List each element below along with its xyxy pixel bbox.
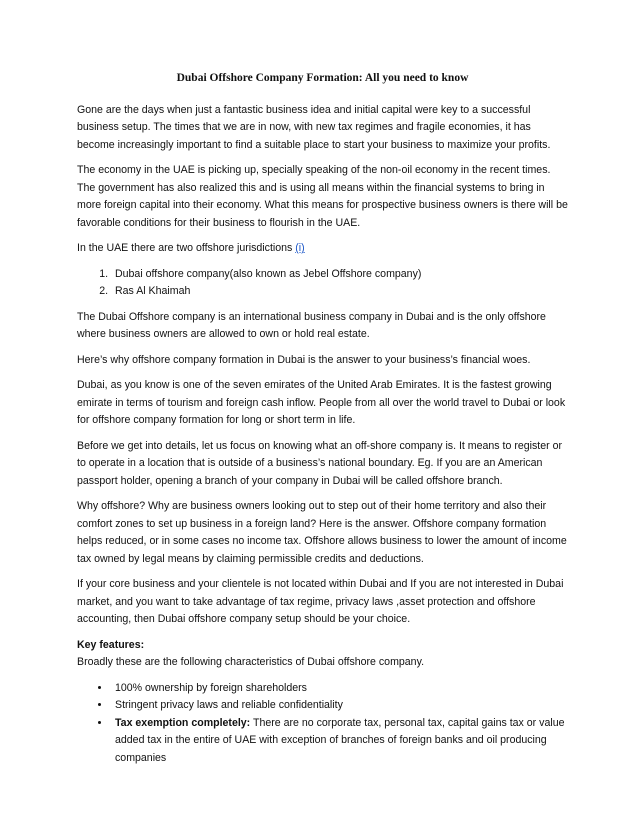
feature-text: There are no corporate tax, personal tax, capital gains tax or value added tax in the entire of UAE with exception of branches of foreign banks and oil producing companies: [115, 716, 565, 764]
paragraph-why-offshore: Why offshore? Why are business owners looking out to step out of their home territory and also their comfort zones to set up business in a foreign land? Here is the answer. Offshore company formation helps reduced, or in some cases no income tax. Offshore allows business to lower the amount of income tax owned by legal means by claiming permissible credits and deductions.: [77, 500, 567, 565]
list-item: 2. Ras Al Khaimah: [111, 283, 568, 301]
list-item: [111, 680, 568, 698]
key-features-heading: Key features:: [77, 638, 145, 651]
paragraph-offshore-definition: Before we get into details, let us focus on knowing what an off-shore company is. It means to register or to operate in a location that is outside of a business’s national boundary. Eg. If you are an American passport holder, opening a branch of your company in Dubai will be called offshore branch.: [77, 439, 563, 487]
paragraph-intro: Gone are the days when just a fantastic business idea and initial capital were key to a successful business setup. The times that we are in now, with new tax regimes and fragile economies, it has become increasingly important to find a suitable place to start your business to maximize your profits.: [77, 103, 551, 151]
paragraph-dubai-emirate: Dubai, as you know is one of the seven emirates of the United Arab Emirates. It is the fastest growing emirate in terms of tourism and foreign cash inflow. People from all over the world travel to Dubai or look for offshore company formation for long or short term in life.: [77, 379, 566, 426]
paragraph-dubai-offshore: The Dubai Offshore company is an international business company in Dubai and is the only offshore where business owners are allowed to own or hold real estate.: [77, 310, 546, 340]
feature-label: Tax exemption completely:: [115, 716, 251, 729]
key-features-intro: Broadly these are the following characteristics of Dubai offshore company.: [77, 656, 425, 668]
list-item: [111, 697, 568, 715]
jurisdictions-text: In the UAE there are two offshore jurisdictions: [77, 242, 296, 254]
paragraph-why-dubai: Here’s why offshore company formation in Dubai is the answer to your business’s financial woes.: [77, 353, 531, 366]
paragraph-jurisdictions: [77, 240, 568, 258]
document-title: Dubai Offshore Company Formation: All you need to know: [176, 72, 469, 84]
paragraph-choice: If your core business and your clientele is not located within Dubai and If you are not interested in Dubai market, and you want to take advantage of tax regime, privacy laws ,asset protection and offshore accounting, then Dubai offshore company setup should be your choice.: [77, 578, 564, 625]
key-features-list: [77, 680, 568, 768]
list-item: [111, 715, 568, 768]
jurisdictions-list: [77, 266, 568, 301]
paragraph-uae-economy: The economy in the UAE is picking up, specially speaking of the non-oil economy in the recent times. The government has also realized this and is using all means within the financial systems to bring in more foreign capital into their economy. What this means for prospective business owners is there will be favorable conditions for their business to flourish in the UAE.: [77, 164, 568, 229]
list-item: 1. Dubai offshore company(also known as Jebel Offshore company): [111, 266, 568, 284]
reference-link[interactable]: (i): [295, 242, 305, 254]
feature-text: Stringent privacy laws and reliable confidentiality: [115, 699, 343, 711]
feature-text: 100% ownership by foreign shareholders: [115, 681, 307, 694]
